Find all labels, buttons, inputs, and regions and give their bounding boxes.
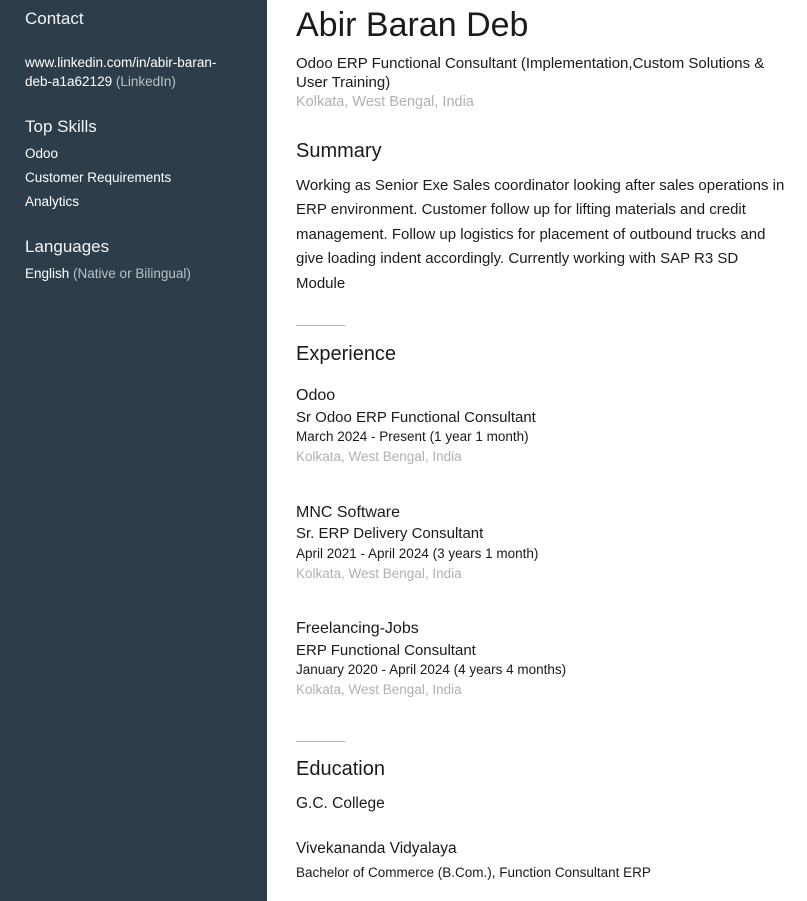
education-school: G.C. College	[296, 795, 385, 812]
section-divider	[296, 741, 345, 742]
linkedin-url-line1[interactable]: www.linkedin.com/in/abir-baran-	[25, 55, 217, 70]
experience-role: Sr Odoo ERP Functional Consultant	[296, 409, 536, 426]
top-skills-heading: Top Skills	[25, 117, 97, 136]
experience-dates: January 2020 - April 2024 (4 years 4 months)	[296, 662, 567, 677]
experience-role: Sr. ERP Delivery Consultant	[296, 525, 484, 542]
skill-item: Odoo	[25, 146, 59, 161]
experience-company: Odoo	[296, 387, 336, 404]
education-degree: Bachelor of Commerce (B.Com.), Function Consultant ERP	[296, 865, 651, 880]
linkedin-link[interactable]	[25, 53, 216, 91]
experience-location: Kolkata, West Bengal, India	[296, 449, 462, 464]
education-school: Vivekananda Vidyalaya	[296, 840, 457, 857]
experience-dates: April 2021 - April 2024 (3 years 1 month)	[296, 546, 539, 561]
section-divider	[296, 325, 345, 326]
experience-company: Freelancing-Jobs	[296, 620, 419, 637]
experience-location: Kolkata, West Bengal, India	[296, 682, 462, 697]
summary-text: Working as Senior Exe Sales coordinator looking after sales operations in ERP environment. Customer follow up for lifting materials and credit management. Follow up logistics for placement of outbound trucks and give loading indent accordingly. Currently working with SAP R3 SD Module	[296, 177, 785, 292]
profile-name: Abir Baran Deb	[296, 6, 529, 44]
sidebar	[0, 0, 267, 901]
education-title: Education	[296, 758, 385, 780]
skill-item: Analytics	[25, 194, 80, 209]
languages-heading: Languages	[25, 237, 110, 256]
experience-dates: March 2024 - Present (1 year 1 month)	[296, 429, 529, 444]
language-level: (Native or Bilingual)	[73, 266, 191, 281]
contact-heading: Contact	[25, 9, 84, 28]
experience-company: MNC Software	[296, 504, 401, 521]
language-name: English	[25, 266, 70, 281]
language-item	[25, 264, 191, 283]
profile-location: Kolkata, West Bengal, India	[296, 94, 474, 110]
linkedin-label: (LinkedIn)	[115, 74, 176, 89]
experience-role: ERP Functional Consultant	[296, 642, 476, 659]
linkedin-url-line2[interactable]: deb-a1a62129	[25, 74, 113, 89]
experience-title: Experience	[296, 343, 397, 365]
summary-title: Summary	[296, 140, 382, 162]
experience-location: Kolkata, West Bengal, India	[296, 566, 462, 581]
skill-item: Customer Requirements	[25, 170, 172, 185]
profile-headline: Odoo ERP Functional Consultant (Implementation,Custom Solutions & User Training)	[296, 55, 765, 91]
